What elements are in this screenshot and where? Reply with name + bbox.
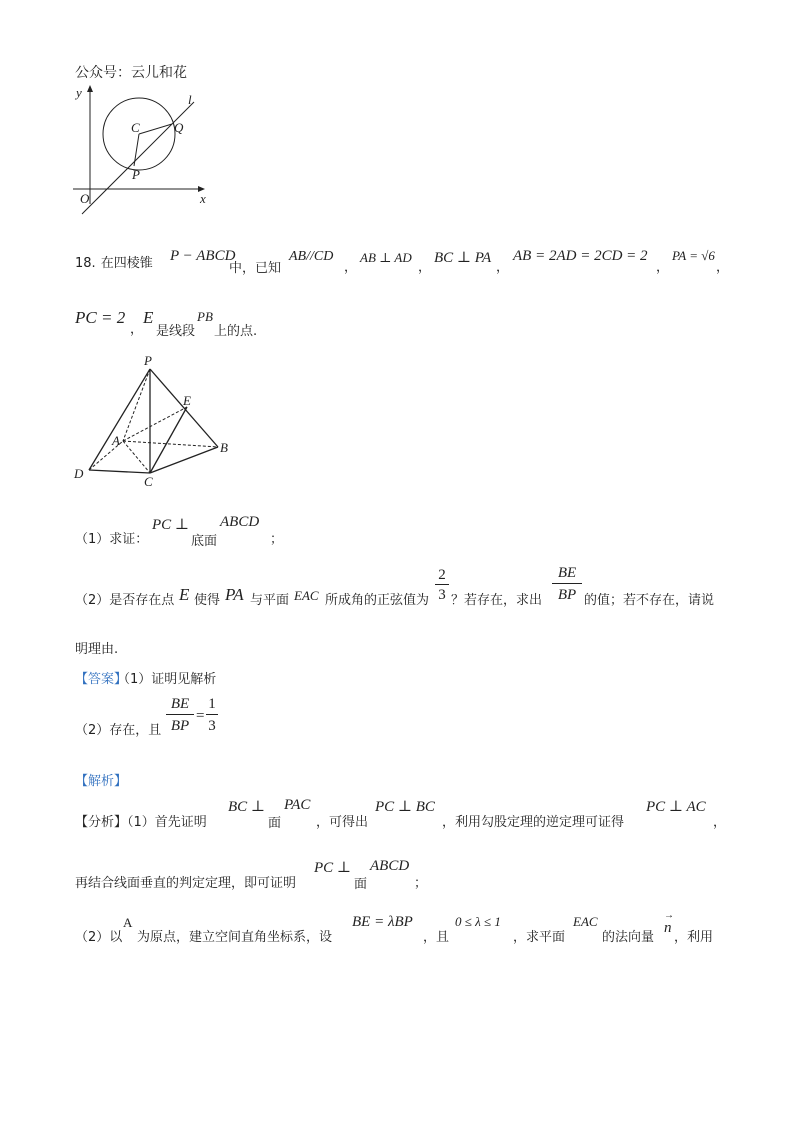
segment-pb: PB [197, 309, 213, 324]
analysis-n: n [664, 920, 672, 936]
q2-text-2: 与平面 [250, 593, 290, 608]
answer-ratio-fraction [166, 694, 194, 737]
fig1-line-label: l [188, 92, 192, 107]
fig1-p-label: P [132, 167, 140, 182]
q1-end: ； [270, 532, 284, 547]
point-e: E [143, 308, 154, 327]
fig2-a-label: A [112, 433, 120, 448]
comma: ， [130, 322, 144, 337]
q2-plane-eac: EAC [294, 588, 319, 603]
fig1-q-label: Q [174, 120, 184, 135]
fig1-center-label: C [131, 120, 140, 135]
q2-point-e: E [179, 585, 190, 604]
analysis-p2b: 为原点，建立空间直角坐标系，设 [137, 930, 333, 945]
fig1-x-label: x [200, 191, 206, 206]
pyramid-name: P − ABCD [170, 248, 236, 264]
q2-line2: 明理由. [75, 642, 119, 657]
q1-label: （1）求证： [75, 532, 149, 547]
analysis-text-1: ，可得出 [316, 815, 369, 830]
q1-pc-perp: PC ⊥ [152, 517, 190, 533]
q1-mian: 底面 [191, 534, 218, 549]
figure-circle-line [68, 82, 218, 217]
answer-value-fraction [206, 694, 218, 737]
problem-zhong: 中，已知 [229, 261, 282, 276]
q2-ratio-den: BP [557, 587, 577, 603]
fig2-d-label: D [74, 466, 84, 481]
fig2-b-label: B [220, 440, 228, 455]
analysis-mian-2: 面 [354, 877, 368, 892]
q2-label: （2）是否存在点 [75, 593, 175, 608]
analysis-end-2: ； [414, 876, 428, 891]
analysis-mian: 面 [268, 816, 282, 831]
answer-2: （2）存在，且 [75, 723, 162, 738]
fig2-e-label: E [183, 393, 191, 408]
analysis-pc-perp: PC ⊥ [314, 860, 352, 876]
vector-arrow-icon: → [664, 910, 674, 921]
figure-pyramid [70, 352, 240, 490]
fig2-p-label: P [144, 353, 152, 368]
answer-ratio-num: BE [166, 694, 194, 715]
answer-1: （1）证明见解析 [117, 672, 217, 687]
cond-lengths: AB = 2AD = 2CD = 2 [513, 248, 648, 264]
cond-perp-ab-ad: AB ⊥ AD [360, 250, 412, 265]
analysis-p2d: ，求平面 [513, 930, 566, 945]
answer-equals: = [196, 708, 205, 724]
cond-parallel: AB//CD [289, 249, 334, 264]
analysis-fx: 【分析】（1）首先证明 [75, 815, 207, 830]
q2-text-3: 所成角的正弦值为 [325, 593, 430, 608]
q2-text-5: 的值；若不存在，请说 [584, 593, 715, 608]
analysis-pc-ac: PC ⊥ AC [646, 799, 706, 815]
problem-intro: 在四棱锥 [100, 256, 153, 271]
q2-sine-den: 3 [438, 587, 446, 603]
fig1-origin-label: O [80, 191, 90, 206]
analysis-abcd: ABCD [370, 858, 410, 874]
answer-value-den: 3 [208, 718, 216, 734]
comma: ， [496, 260, 510, 275]
analysis-pac: PAC [284, 797, 311, 813]
problem-segment-text: 是线段 [156, 324, 196, 339]
analysis-origin-a: A [123, 915, 133, 930]
header-source: 公众号：云儿和花 [75, 65, 187, 81]
q2-pa: PA [225, 585, 244, 604]
problem-point-text: 上的点. [214, 324, 258, 339]
analysis-p2a: （2）以 [75, 930, 123, 945]
comma: ， [716, 260, 730, 275]
fig1-y-label: y [76, 85, 82, 100]
q1-abcd: ABCD [220, 514, 260, 530]
problem-number: 18. [75, 256, 96, 271]
analysis-line2: 再结合线面垂直的判定定理，即可证明 [75, 876, 297, 891]
cond-pc: PC = 2 [75, 308, 126, 327]
analysis-vector-eq: BE = λBP [352, 914, 413, 930]
comma: ， [656, 260, 670, 275]
analysis-text-2: ，利用勾股定理的逆定理可证得 [442, 815, 625, 830]
analysis-pc-bc: PC ⊥ BC [375, 799, 435, 815]
q2-ratio-num: BE [552, 563, 582, 584]
comma: ， [344, 260, 358, 275]
answer-value-num: 1 [206, 694, 218, 715]
analysis-p2c: ，且 [423, 930, 450, 945]
analysis-range: 0 ≤ λ ≤ 1 [455, 914, 501, 929]
cond-pa: PA = √6 [672, 248, 715, 263]
analysis-p2e: 的法向量 [602, 930, 655, 945]
analysis-bc-perp: BC ⊥ [228, 799, 266, 815]
comma: ， [418, 260, 432, 275]
q2-sine-num: 2 [435, 566, 449, 585]
analysis-tag: 【解析】 [75, 774, 128, 789]
analysis-p2f: ，利用 [674, 930, 714, 945]
q2-sine-fraction [435, 566, 449, 605]
analysis-normal-vector [664, 912, 674, 937]
q2-text-4: ？若存在，求出 [451, 593, 543, 608]
analysis-eac: EAC [573, 914, 598, 929]
fig2-c-label: C [144, 474, 153, 489]
q2-ratio-fraction [552, 563, 582, 606]
cond-perp-bc-pa: BC ⊥ PA [434, 250, 492, 266]
problem-line-1 [75, 252, 153, 271]
answer-tag: 【答案】 [75, 672, 128, 687]
answer-ratio-den: BP [170, 718, 190, 734]
q2-text-1: 使得 [194, 593, 221, 608]
analysis-text-3: ， [713, 815, 727, 830]
